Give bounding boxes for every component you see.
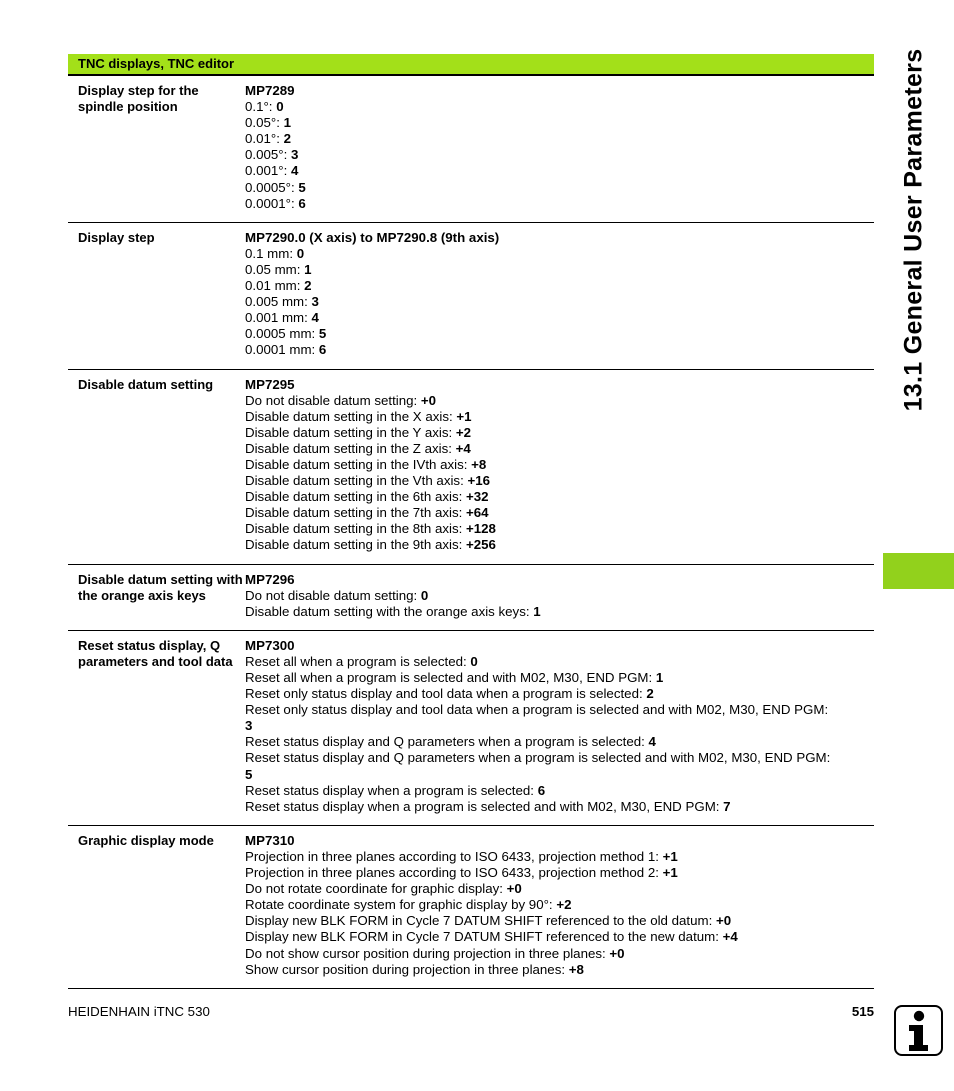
parameter-option [245, 393, 834, 409]
parameter-option [245, 294, 834, 310]
table-row [68, 631, 874, 826]
option-text: 0.005 mm: [245, 294, 312, 310]
option-text: Disable datum setting in the 6th axis: [245, 489, 466, 505]
info-glyph [901, 1009, 937, 1053]
parameter-option [245, 310, 834, 326]
option-value: +0 [420, 392, 437, 408]
option-text: Reset status display and Q parameters when a program is selected and with M02, M30, END PGM: [245, 750, 831, 766]
option-text: 0.1°: [245, 99, 277, 115]
footer-product-name: HEIDENHAIN iTNC 530 [68, 1004, 210, 1019]
option-value: 5 [318, 326, 327, 342]
option-text: 0.0001 mm: [245, 342, 319, 358]
parameter-option [245, 99, 834, 115]
parameter-option [245, 196, 834, 212]
option-text: 0.0005 mm: [245, 326, 319, 342]
parameter-option [245, 881, 834, 897]
option-value: +2 [455, 424, 472, 440]
parameter-option [245, 946, 834, 962]
option-value: +8 [471, 456, 487, 472]
table-row [68, 565, 874, 631]
parameter-option [245, 799, 834, 815]
option-text: 0.0005°: [245, 179, 299, 195]
machine-parameter-id: MP7296 [245, 571, 295, 587]
parameter-option [245, 521, 834, 537]
option-text: 0.05 mm: [245, 261, 305, 277]
row-label: Display step for the spindle position [78, 83, 199, 114]
option-text: Do not disable datum setting: [245, 587, 421, 603]
option-text: Disable datum setting in the Z axis: [245, 440, 456, 456]
option-value: 1 [283, 115, 291, 131]
parameter-option [245, 849, 834, 865]
row-label: Reset status display, Q parameters and tool data [78, 637, 233, 669]
parameter-option [245, 115, 834, 131]
parameter-option [245, 180, 834, 196]
option-value: 0 [276, 99, 284, 115]
option-value: +4 [455, 440, 471, 456]
option-text: 0.001 mm: [245, 310, 312, 326]
table-row [68, 370, 874, 565]
option-text: Rotate coordinate system for graphic display by 90°: [245, 897, 557, 913]
table-row [68, 826, 874, 989]
option-text: Disable datum setting in the X axis: [245, 408, 457, 424]
option-text: Disable datum setting in the Vth axis: [245, 473, 468, 489]
option-value: +4 [722, 929, 738, 945]
parameter-option [245, 342, 834, 358]
option-text: Do not rotate coordinate for graphic display: [245, 881, 507, 897]
option-text: Show cursor position during projection in three planes: [245, 961, 569, 977]
parameter-option [245, 750, 834, 782]
option-value: 2 [304, 278, 312, 294]
parameter-option [245, 278, 834, 294]
option-text: Disable datum setting in the 8th axis: [245, 521, 466, 537]
parameter-option [245, 670, 834, 686]
option-value: 6 [318, 342, 327, 358]
option-text: Reset all when a program is selected and with M02, M30, END PGM: [245, 670, 656, 685]
option-value: 3 [245, 718, 253, 734]
row-content [245, 230, 874, 359]
option-text: 0.01°: [245, 131, 284, 147]
option-value: 0 [296, 245, 305, 261]
row-label: Graphic display mode [78, 832, 214, 848]
parameter-option [245, 505, 834, 521]
option-value: +64 [466, 505, 489, 521]
option-value: +1 [662, 865, 678, 881]
option-value: 1 [655, 670, 664, 685]
option-value: 1 [533, 603, 541, 619]
option-value: 0 [420, 587, 429, 603]
option-value: 2 [646, 686, 654, 702]
option-text: Display new BLK FORM in Cycle 7 DATUM SHIFT referenced to the new datum: [245, 929, 723, 945]
option-text: Do not show cursor position during projection in three planes: [245, 945, 610, 961]
option-value: 3 [311, 294, 319, 310]
option-value: 7 [723, 798, 731, 814]
option-text: 0.001°: [245, 163, 291, 179]
option-text: Do not disable datum setting: [245, 392, 421, 408]
option-value: 3 [290, 147, 299, 163]
option-value: 0 [470, 653, 478, 669]
parameter-table [68, 54, 874, 989]
parameter-option [245, 702, 834, 734]
option-text: Disable datum setting in the Y axis: [245, 424, 456, 440]
option-value: +8 [568, 961, 584, 977]
row-content [245, 572, 874, 620]
option-value: 5 [298, 179, 306, 195]
parameter-option [245, 473, 834, 489]
option-value: +2 [556, 897, 572, 913]
row-content [245, 377, 874, 554]
parameter-option [245, 489, 834, 505]
option-value: +128 [466, 521, 496, 537]
parameter-option [245, 913, 834, 929]
parameter-option [245, 163, 834, 179]
info-icon [894, 1005, 943, 1056]
option-text: Display new BLK FORM in Cycle 7 DATUM SHIFT referenced to the old datum: [245, 913, 716, 929]
parameter-option [245, 962, 834, 978]
option-value: 6 [298, 195, 306, 211]
option-value: 6 [537, 782, 546, 798]
row-content [245, 638, 874, 815]
option-value: +256 [466, 537, 496, 553]
option-text: Projection in three planes according to ISO 6433, projection method 1: [245, 848, 663, 864]
option-text: Reset status display when a program is selected: [245, 782, 538, 798]
option-value: 1 [304, 261, 312, 277]
parameter-option [245, 537, 834, 553]
option-text: Disable datum setting with the orange axis keys: [245, 603, 534, 619]
table-row [68, 76, 874, 223]
parameter-option [245, 131, 834, 147]
machine-parameter-id: MP7289 [245, 83, 295, 98]
table-header: TNC displays, TNC editor [68, 54, 874, 76]
parameter-option [245, 654, 834, 670]
table-body [68, 76, 874, 989]
chapter-title-text: 13.1 General User Parameters [899, 48, 928, 412]
parameter-option [245, 897, 834, 913]
parameter-option [245, 783, 834, 799]
option-text: 0.0001°: [245, 195, 299, 211]
option-text: Disable datum setting in the 7th axis: [245, 505, 466, 521]
option-value: +16 [467, 473, 491, 489]
option-value: +0 [609, 945, 625, 961]
machine-parameter-id: MP7290.0 (X axis) to MP7290.8 (9th axis) [245, 229, 500, 245]
option-text: 0.05°: [245, 115, 284, 131]
parameter-option [245, 588, 834, 604]
option-text: Disable datum setting in the 9th axis: [245, 537, 466, 553]
machine-parameter-id: MP7310 [245, 832, 295, 848]
parameter-option [245, 604, 834, 620]
option-value: +0 [506, 881, 522, 897]
option-value: +1 [662, 848, 678, 864]
option-text: Projection in three planes according to ISO 6433, projection method 2: [245, 865, 663, 881]
parameter-option [245, 865, 834, 881]
parameter-option [245, 147, 834, 163]
parameter-option [245, 409, 834, 425]
parameter-option [245, 425, 834, 441]
option-text: Reset status display when a program is selected and with M02, M30, END PGM: [245, 798, 724, 814]
option-value: +0 [715, 913, 732, 929]
option-text: Reset status display and Q parameters when a program is selected: [245, 734, 649, 750]
option-text: Disable datum setting in the IVth axis: [245, 456, 472, 472]
machine-parameter-id: MP7300 [245, 637, 295, 653]
row-label: Display step [78, 229, 155, 245]
parameter-option [245, 929, 834, 945]
option-text: Reset all when a program is selected: [245, 653, 471, 669]
chapter-tab-marker [883, 553, 954, 589]
option-value: +32 [466, 489, 489, 505]
parameter-option [245, 734, 834, 750]
parameter-option [245, 457, 834, 473]
row-content [245, 833, 874, 978]
option-value: 2 [283, 131, 291, 147]
option-value: +1 [456, 408, 472, 424]
parameter-option [245, 441, 834, 457]
option-text: Reset only status display and tool data when a program is selected: [245, 686, 647, 702]
option-text: Reset only status display and tool data when a program is selected and with M02, M30, END PGM: [245, 702, 829, 718]
option-text: 0.01 mm: [245, 278, 305, 294]
machine-parameter-id: MP7295 [245, 376, 295, 392]
row-label: Disable datum setting [78, 376, 214, 392]
option-value: 4 [290, 163, 299, 179]
option-value: 5 [245, 766, 253, 782]
row-content [245, 83, 874, 212]
option-value: 4 [648, 734, 656, 750]
parameter-option [245, 262, 834, 278]
option-text: 0.005°: [245, 147, 291, 163]
table-row [68, 223, 874, 370]
parameter-option [245, 326, 834, 342]
parameter-option [245, 686, 834, 702]
parameter-option [245, 246, 834, 262]
option-text: 0.1 mm: [245, 245, 297, 261]
row-label: Disable datum setting with the orange axis keys [78, 571, 243, 603]
option-value: 4 [311, 310, 319, 326]
page-number: 515 [851, 1004, 874, 1019]
